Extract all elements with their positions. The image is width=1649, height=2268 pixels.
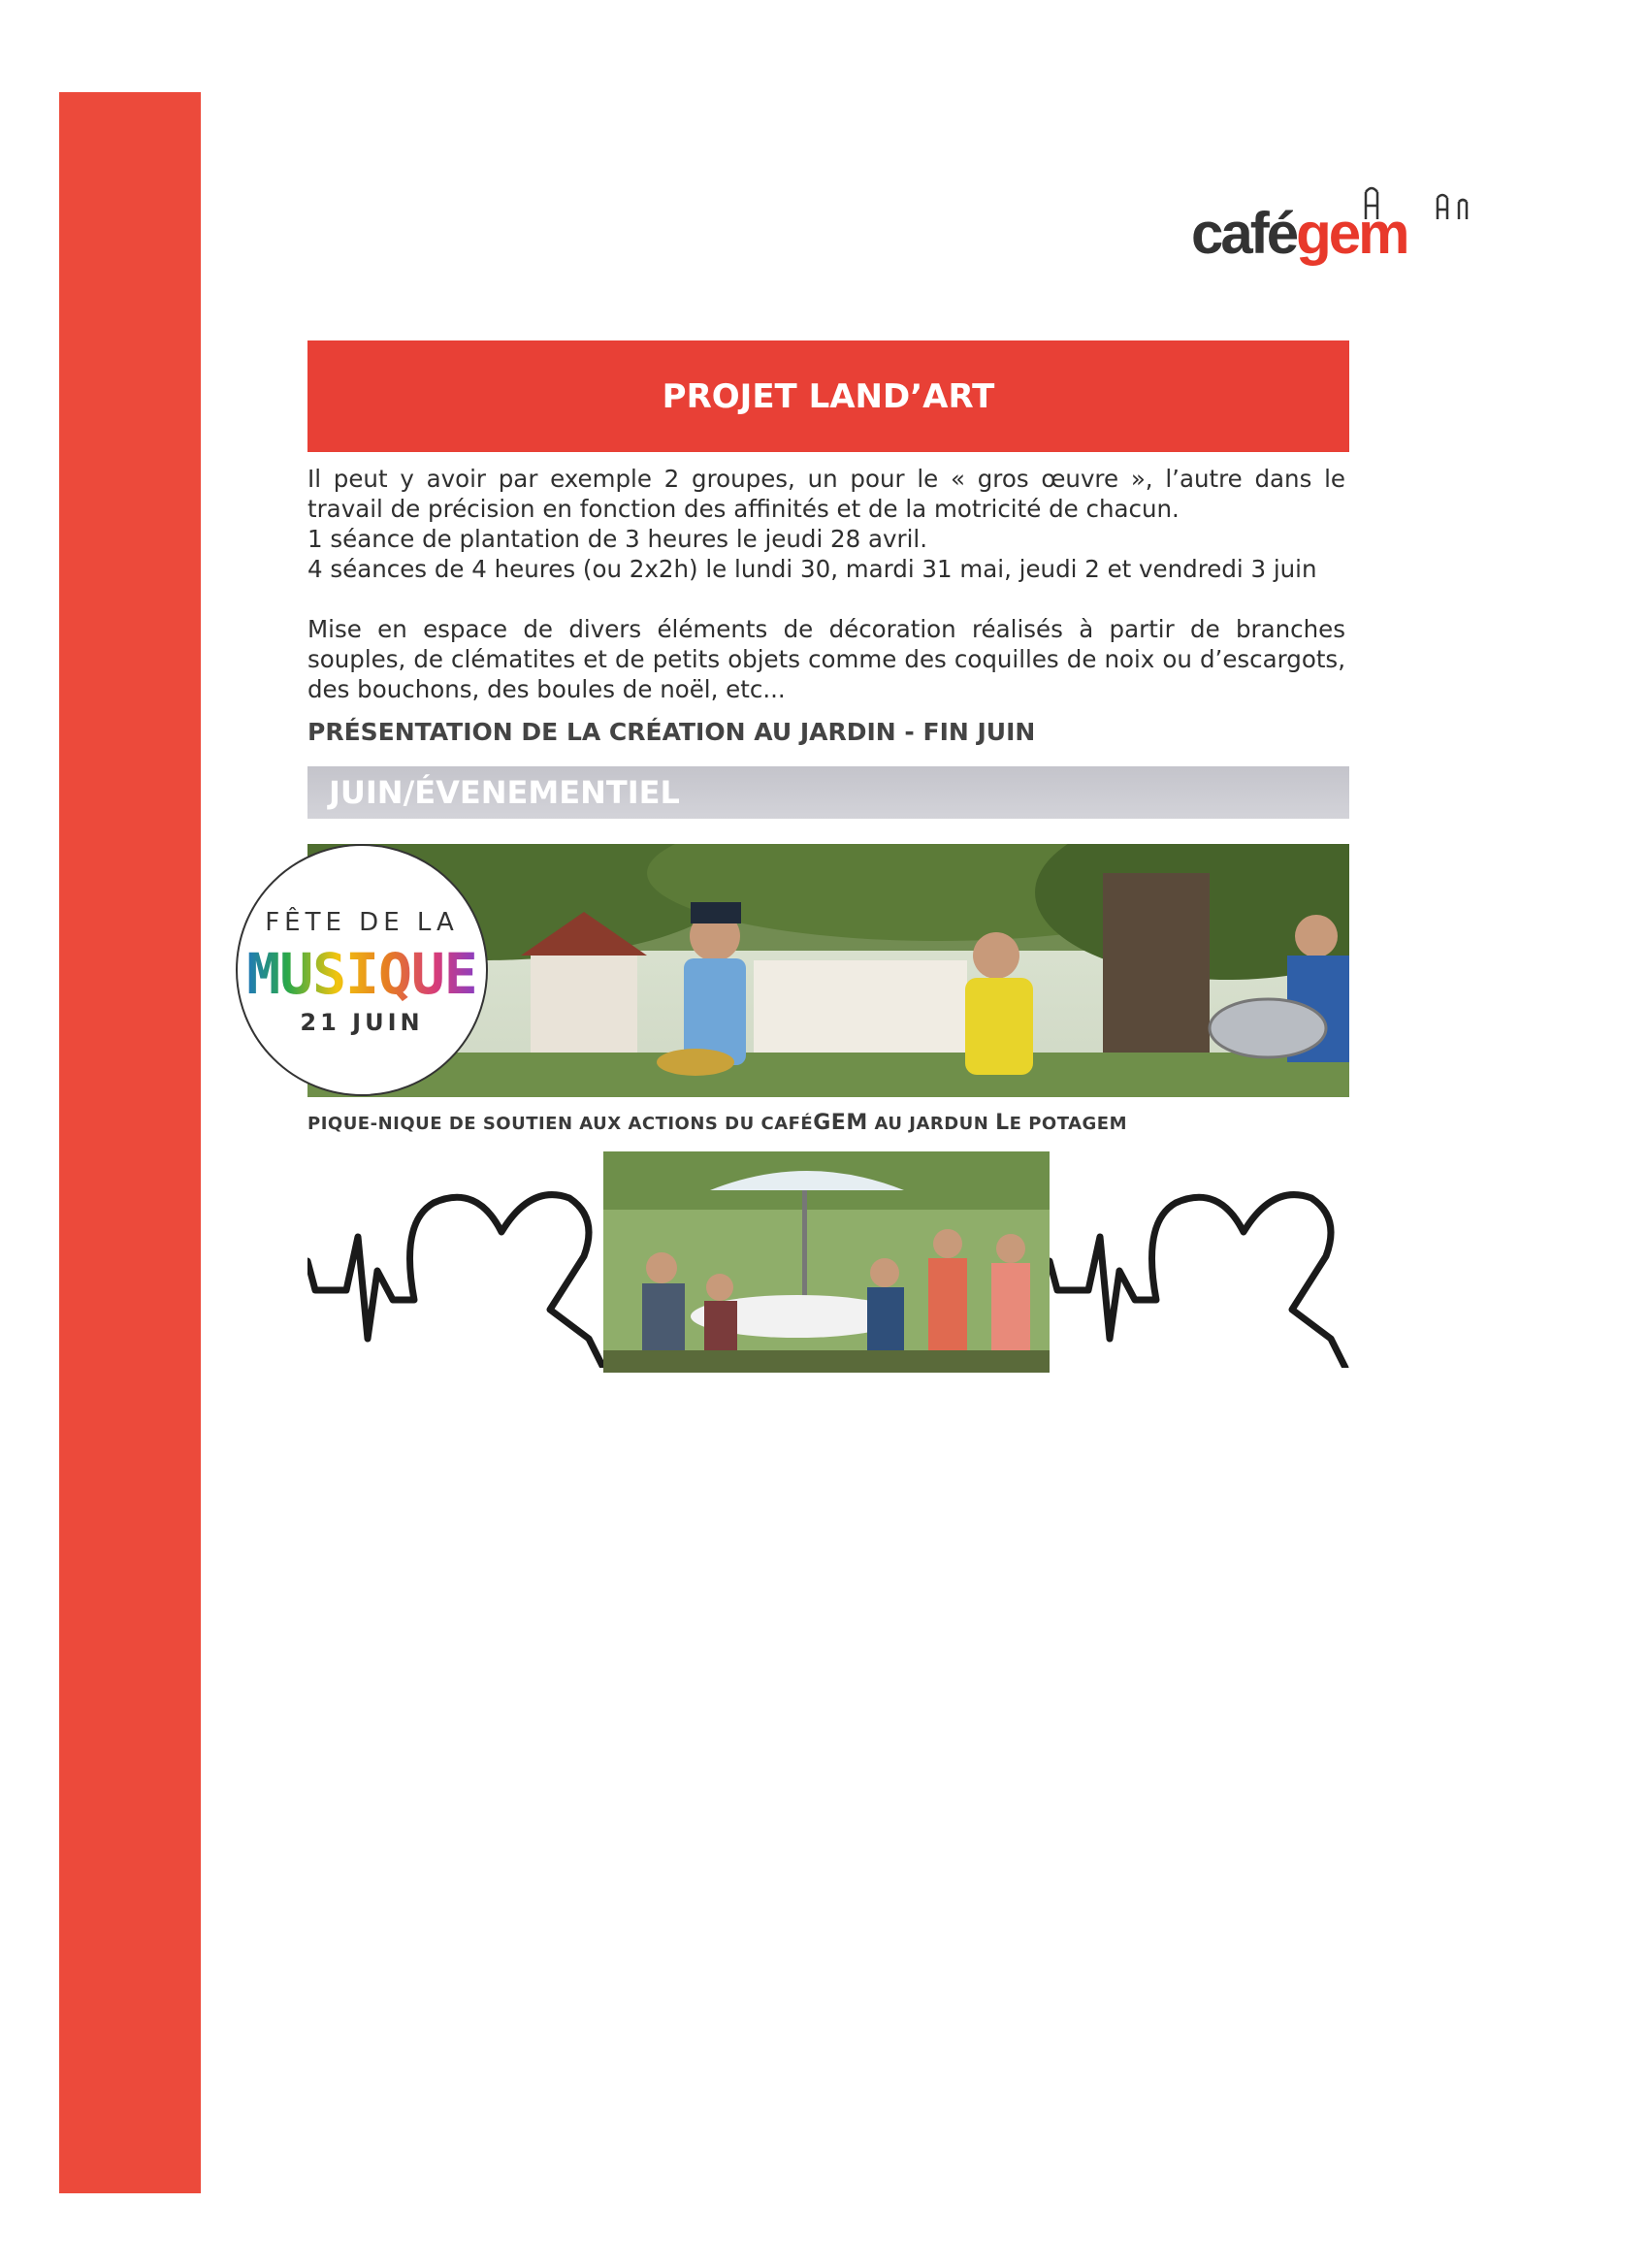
- presentation-heading: PRÉSENTATION DE LA CRÉATION AU JARDIN - FIN JUIN: [307, 718, 1036, 746]
- evenementiel-banner: JUIN/ÉVENEMENTIEL: [307, 766, 1349, 819]
- heartbeat-icon: [307, 1164, 608, 1368]
- caption-part-2: AFÉ: [774, 1114, 814, 1134]
- projet-landart-banner: PROJET LAND’ART: [307, 340, 1349, 452]
- fete-line-2: MUSIQUE: [238, 941, 486, 1007]
- intro-line-1: Il peut y avoir par exemple 2 groupes, un pour le « gros œuvre », l’autre dans le travail de précision en fonction des affinités et de la motricité de chacun.: [307, 465, 1345, 523]
- intro-line-3: 4 séances de 4 heures (ou 2x2h) le lundi 30, mardi 31 mai, jeudi 2 et vendredi 3 juin: [307, 555, 1317, 583]
- picnic-photo: [603, 1151, 1050, 1373]
- logo-gem: gem: [1296, 201, 1407, 266]
- fete-line-3: 21 JUIN: [300, 1009, 424, 1036]
- caption-part-5: L: [995, 1111, 1010, 1135]
- logo-cafe: café: [1191, 201, 1297, 266]
- decorative-side-bar: [59, 92, 201, 2193]
- heartbeat-icon-right: [1050, 1164, 1350, 1368]
- caption-part-3: GEM: [813, 1111, 868, 1135]
- cafegem-logo: [1191, 182, 1482, 279]
- intro-paragraph: [307, 464, 1345, 584]
- decoration-paragraph: Mise en espace de divers éléments de décoration réalisés à partir de branches souples, de clématites et de petits objets comme des coquilles de noix ou d’escargots, des bouchons, des boules de noël, etc...: [307, 615, 1345, 703]
- intro-line-2: 1 séance de plantation de 3 heures le jeudi 28 avril.: [307, 525, 927, 553]
- caption-part-1: PIQUE-NIQUE DE SOUTIEN AUX ACTIONS DU C: [307, 1114, 775, 1134]
- caption-part-6: E POTAGEM: [1009, 1114, 1128, 1134]
- picnic-caption: [307, 1111, 1127, 1135]
- logo-wordmark: [1191, 200, 1406, 268]
- fete-line-1: FÊTE DE LA: [265, 908, 459, 937]
- caption-part-4: AU JARDUN: [867, 1114, 996, 1134]
- fete-de-la-musique-badge: [236, 844, 488, 1096]
